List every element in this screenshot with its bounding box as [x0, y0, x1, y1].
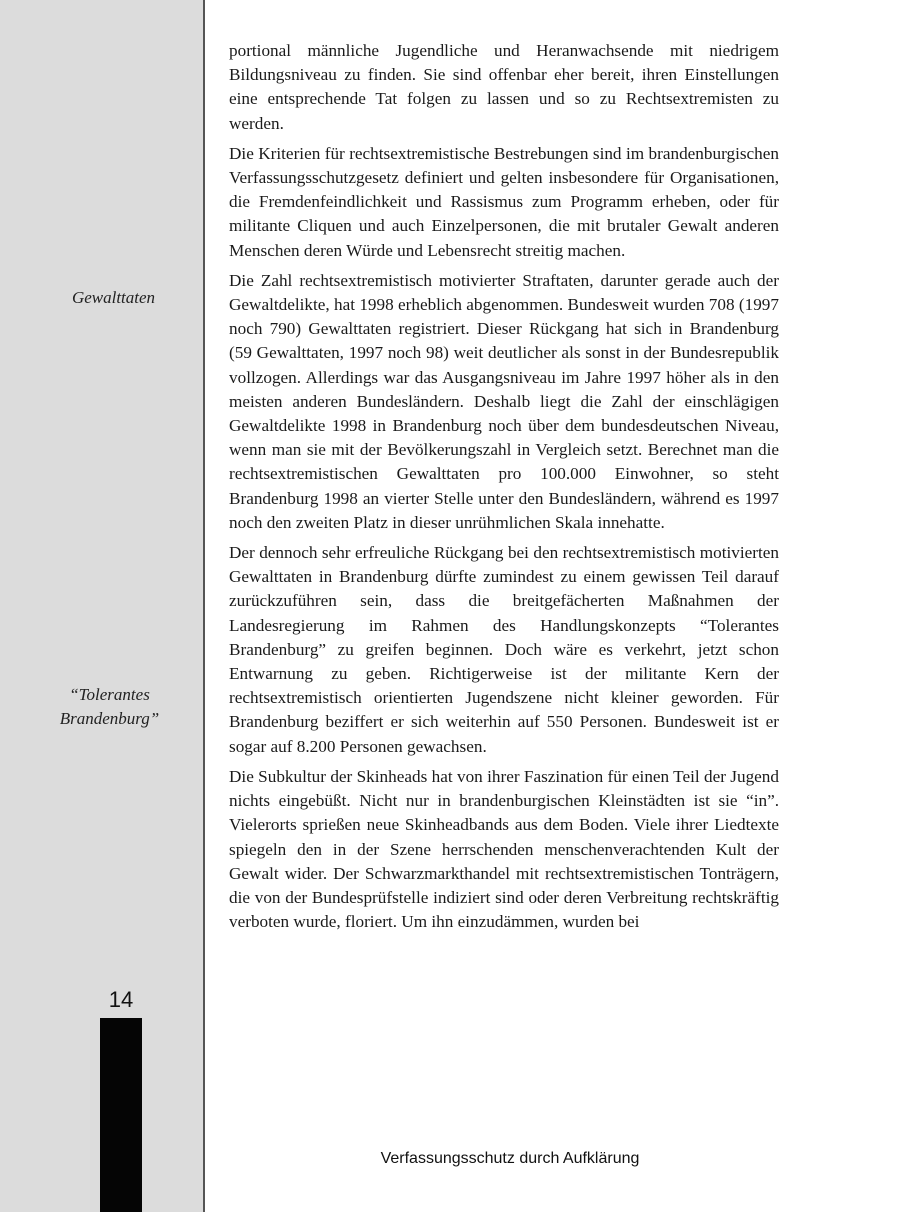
paragraph: Die Kriterien für rechtsextremistische Bestrebungen sind im brandenburgischen Verfassungsschutzgesetz definiert und gelten insbesondere für Organisationen, die Fremdenfeindlichkeit und Rassismus zum Programm erheben, oder für militante Cliquen und auch Einzelpersonen, die mit brutaler Gewalt anderen Menschen deren Würde und Lebensrecht streitig machen. — [229, 143, 779, 260]
margin-note-gewalttaten: Gewalttaten — [71, 288, 156, 307]
paragraph: portional männliche Jugendliche und Heranwachsende mit niedrigem Bildungsniveau zu finden. Sie sind offenbar eher bereit, ihren Einstellungen eine entsprechende Tat folgen zu lassen und so zu Rechtsextremisten zu werden. — [229, 41, 779, 133]
margin-note-tolerantes-brandenburg: “Tolerantes Brandenburg” — [59, 685, 160, 728]
paragraph: Die Zahl rechtsextremistisch motivierter Straftaten, darunter gerade auch der Gewaltdelikte, hat 1998 erheblich abgenommen. Bundesweit wurden 708 (1997 noch 790) Gewalttaten registriert. Dieser Rückgang hat sich in Brandenburg (59 Gewalttaten, 1997 noch 98) weit deutlicher als sonst in der Bundesrepublik vollzogen. Allerdings war das Ausgangsniveau im Jahre 1997 höher als in den meisten anderen Bundesländern. Deshalb liegt die Zahl der einschlägigen Gewaltdelikte 1998 in Brandenburg noch über dem bundesdeutschen Niveau, wenn man sie mit der Bevölkerungszahl in Vergleich setzt. Berechnet man die rechtsextremistischen Gewalttaten pro 100.000 Einwohner, so steht Brandenburg 1998 an vierter Stelle unter den Bundesländern, während es 1997 noch den zweiten Platz in dieser unrühmlichen Skala innehatte. — [229, 270, 779, 532]
paragraph: Die Subkultur der Skinheads hat von ihrer Faszination für einen Teil der Jugend nichts eingebüßt. Nicht nur in brandenburgischen Kleinstädten ist sie “in”. Vielerorts sprießen neue Skinheadbands aus dem Boden. Viele ihrer Liedtexte spiegeln den in der Szene herrschenden menschenverachtenden Kult der Gewalt wider. Der Schwarzmarkthandel mit rechtsextremistischen Tonträgern, die von der Bundesprüfstelle indiziert sind oder deren Verbreitung rechtskräftig verboten wurde, floriert. Um ihn einzudämmen, wurden bei — [229, 766, 779, 932]
body-text — [229, 39, 779, 940]
page-number: 14 — [108, 987, 134, 1012]
page-footer: Verfassungsschutz durch Aufklärung — [380, 1150, 640, 1167]
page-marker-bar — [100, 1018, 142, 1212]
sidebar-divider — [203, 0, 205, 1212]
paragraph: Der dennoch sehr erfreuliche Rückgang bei den rechtsextremistisch motivierten Gewalttaten in Brandenburg dürfte zumindest zu einem gewissen Teil darauf zurückzuführen sein, dass die breitgefächerten Maßnahmen der Landesregierung im Rahmen des Handlungskonzepts “Tolerantes Brandenburg” zu greifen beginnen. Doch wäre es verkehrt, jetzt schon Entwarnung zu geben. Richtigerweise ist der militante Kern der rechtsextremistisch orientierten Jugendszene nicht kleiner geworden. Für Brandenburg beziffert er sich weiterhin auf 550 Personen. Bundesweit ist er sogar auf 8.200 Personen gewachsen. — [229, 543, 779, 756]
